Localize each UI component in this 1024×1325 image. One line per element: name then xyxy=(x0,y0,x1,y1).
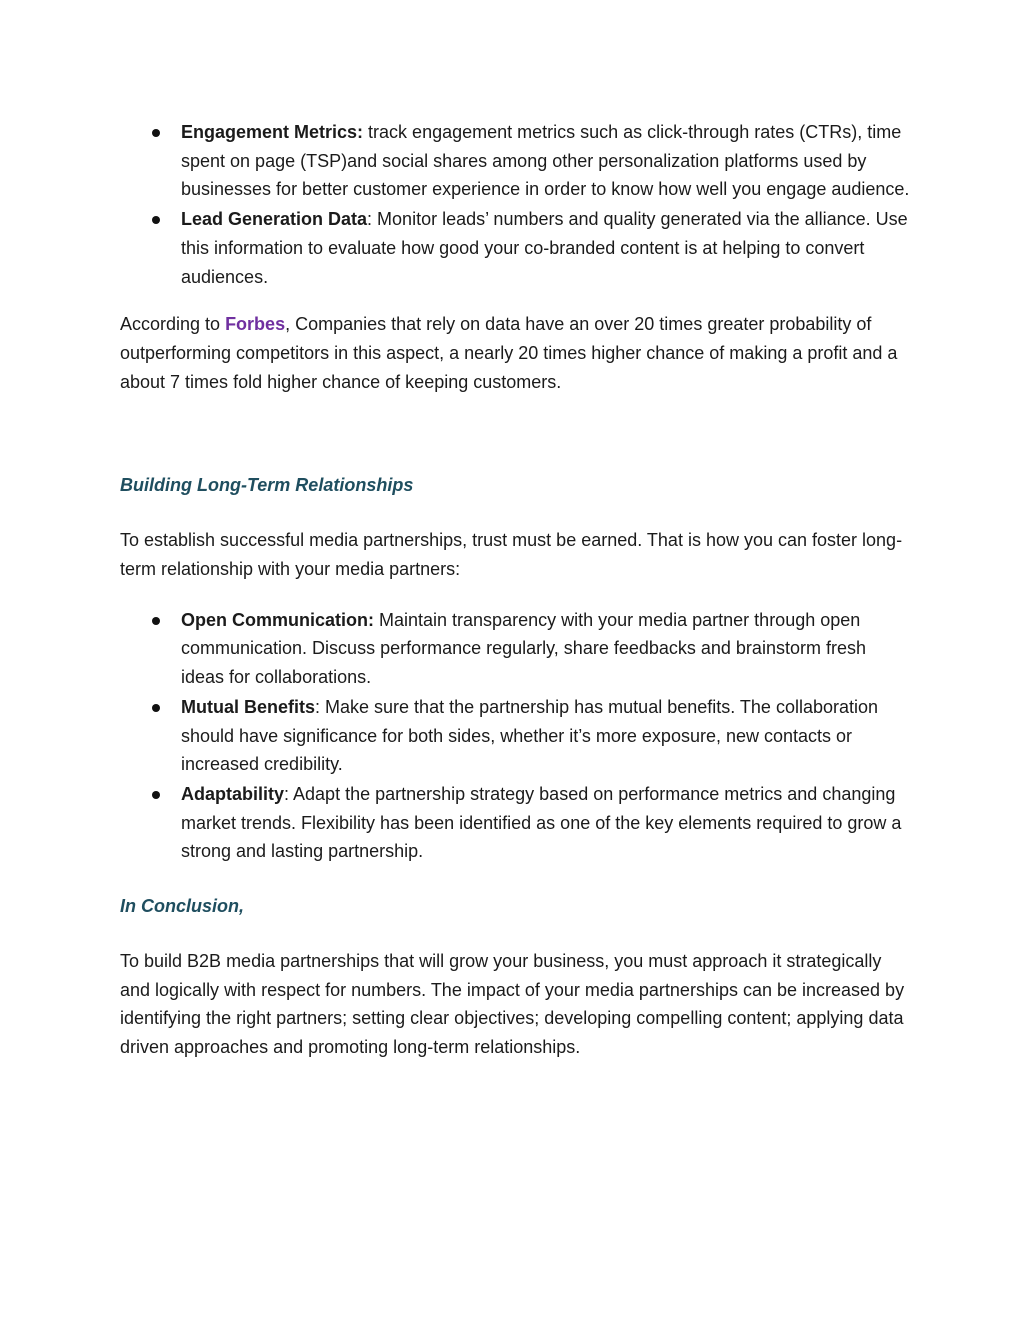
section-heading-conclusion: In Conclusion, xyxy=(120,896,244,917)
list-item-term: Mutual Benefits xyxy=(181,696,316,717)
list-item-open-communication xyxy=(120,606,910,692)
list-item-text: : Make sure that the partnership has mutual benefits. The collaboration should have significance for both sides, whether it’s more exposure, new contacts or increased credibility. xyxy=(181,696,879,775)
forbes-paragraph xyxy=(120,310,910,396)
bullet-icon xyxy=(152,216,160,224)
list-item-text: track engagement metrics such as click-through rates (CTRs), time spent on page (TSP)and social shares among other personalization platforms used by businesses for better customer experience in order to know how well you engage audience. xyxy=(181,122,910,200)
list-item-lead-generation xyxy=(120,205,910,291)
bullet-icon xyxy=(152,704,160,712)
list-item-term: Engagement Metrics: xyxy=(181,122,364,142)
list-item-term: Adaptability xyxy=(181,783,285,804)
relationships-intro: To establish successful media partnerships, trust must be earned. That is how you can foster long-term relationship with your media partners: xyxy=(120,530,903,580)
list-item-term: Lead Generation Data xyxy=(181,209,368,230)
list-item-text: Maintain transparency with your media partner through open communication. Discuss performance regularly, share feedbacks and brainstorm fresh ideas for collaborations. xyxy=(181,609,866,688)
relationships-list xyxy=(120,606,910,866)
bullet-icon xyxy=(152,617,160,625)
list-item-text: : Adapt the partnership strategy based on performance metrics and changing market trends. Flexibility has been identified as one of the key elements required to grow a strong and lasting partnership. xyxy=(181,783,902,862)
bullet-icon xyxy=(152,791,160,799)
list-item-engagement-metrics xyxy=(120,118,910,204)
list-item-adaptability xyxy=(120,780,910,866)
section-heading-relationships: Building Long-Term Relationships xyxy=(120,475,414,496)
metrics-list xyxy=(120,118,910,291)
forbes-link[interactable]: Forbes xyxy=(225,314,286,335)
list-item-text: : Monitor leads’ numbers and quality generated via the alliance. Use this information to evaluate how good your co-branded content is at helping to convert audiences. xyxy=(181,209,908,287)
forbes-suffix: , Companies that rely on data have an over 20 times greater probability of outperforming competitors in this aspect, a nearly 20 times higher chance of making a profit and a about 7 times fold higher chance of keeping customers. xyxy=(120,314,898,392)
conclusion-paragraph: To build B2B media partnerships that will grow your business, you must approach it strategically and logically with respect for numbers. The impact of your media partnerships can be increased by identifying the right partners; setting clear objectives; developing compelling content; applying data driven approaches and promoting long-term relationships. xyxy=(120,951,905,1058)
forbes-prefix: According to xyxy=(120,314,226,335)
list-item-term: Open Communication: xyxy=(181,609,374,630)
document-page xyxy=(120,118,910,1062)
bullet-icon xyxy=(152,129,160,137)
list-item-mutual-benefits xyxy=(120,693,910,779)
